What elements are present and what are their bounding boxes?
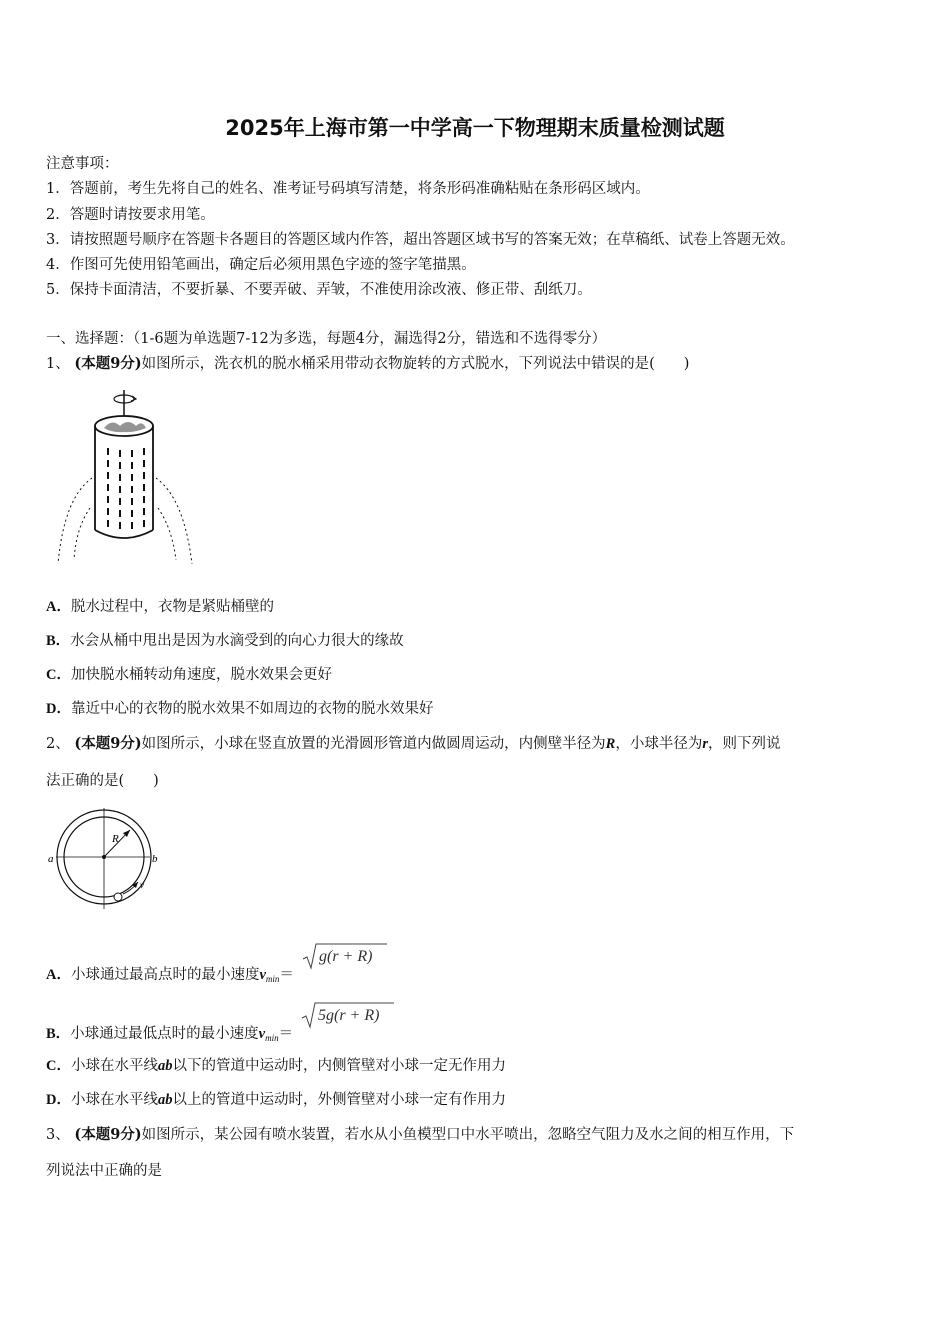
notice-heading: 注意事项： (46, 156, 119, 172)
question-3: 3、 (本题9分)如图所示，某公园有喷水装置，若水从小鱼模型口中水平喷出，忽略空气阻力及水之间的相互作用，下 (46, 1126, 795, 1143)
section-heading: 一、选择题：（1-6题为单选题7-12为多选，每题4分，漏选得2分，错选和不选得零分） (46, 331, 607, 347)
notice-item: 4．作图可先使用铅笔画出，确定后必须用黑色字迹的签字笔描黑。 (46, 257, 476, 273)
question-2-line2: 法正确的是( ) (46, 773, 159, 789)
option-a: A．小球通过最高点时的最小速度$v_{min}=$ g(r + R) (46, 949, 389, 984)
svg-text:5g(r + R): 5g(r + R) (317, 1007, 380, 1024)
option-c: C．加快脱水桶转动角速度，脱水效果会更好 (46, 667, 332, 683)
option-d: D．靠近中心的衣物的脱水效果不如周边的衣物的脱水效果好 (46, 701, 434, 717)
option-a: A．脱水过程中，衣物是紧贴桶壁的 (46, 599, 274, 615)
label-a: a (48, 853, 54, 865)
question-text: 如图所示，洗衣机的脱水桶采用带动衣物旋转的方式脱水，下列说法中错误的是( ) (141, 356, 690, 372)
label-R: R (112, 833, 119, 845)
question-1 (46, 352, 689, 373)
question-score: (本题9分) (74, 355, 142, 372)
option-b: B．小球通过最低点时的最小速度$v_{min}=$ 5g(r + R) (46, 1008, 396, 1043)
option-c: C．小球在水平线ab以下的管道中运动时，内侧管壁对小球一定无作用力 (46, 1058, 506, 1074)
notice-item: 5．保持卡面清洁，不要折暴、不要弄破、弄皱，不准使用涂改液、修正带、刮纸刀。 (46, 282, 592, 298)
label-v: v (140, 880, 144, 890)
circular-tube-figure (46, 806, 161, 911)
svg-text:g(r + R): g(r + R) (318, 948, 372, 965)
option-b: B．水会从桶中甩出是因为水滴受到的向心力很大的缘故 (46, 633, 404, 649)
sqrt-formula (300, 1000, 396, 1034)
question-2: 2、 (本题9分)如图所示，小球在竖直放置的光滑圆形管道内做圆周运动，内侧壁半径为R，小球半径为r，则下列说 (46, 735, 781, 752)
notice-item: 2．答题时请按要求用笔。 (46, 207, 215, 223)
label-b: b (152, 853, 158, 865)
spin-dryer-figure (50, 388, 200, 568)
sqrt-formula (301, 941, 389, 975)
page-title: 2025年上海市第一中学高一下物理期末质量检测试题 (225, 116, 725, 140)
question-3-line2: 列说法中正确的是 (46, 1163, 162, 1179)
option-d: D．小球在水平线ab以上的管道中运动时，外侧管壁对小球一定有作用力 (46, 1092, 506, 1108)
notice-item: 3．请按照题号顺序在答题卡各题目的答题区域内作答，超出答题区域书写的答案无效；在草稿纸、试卷上答题无效。 (46, 232, 795, 248)
question-number: 1、 (46, 356, 70, 372)
notice-item: 1．答题前，考生先将自己的姓名、准考证号码填写清楚，将条形码准确粘贴在条形码区域内。 (46, 181, 650, 197)
